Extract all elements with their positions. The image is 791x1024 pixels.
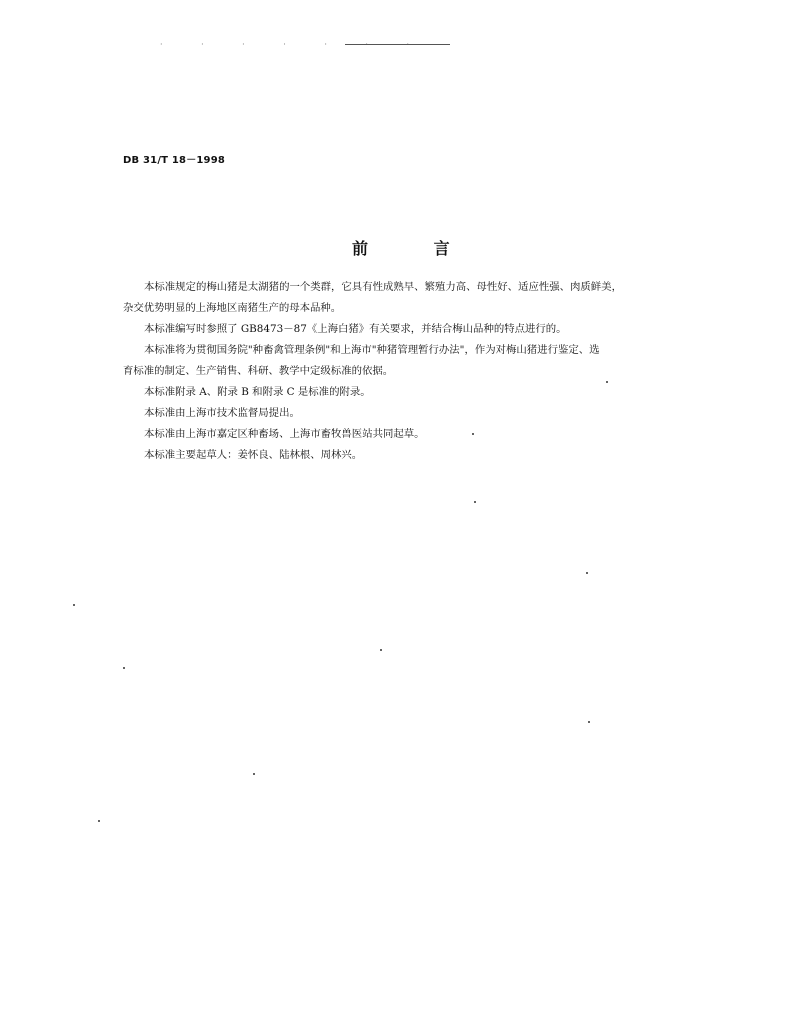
scan-speck	[472, 433, 474, 435]
scan-speck	[98, 820, 100, 822]
text-line: 本标准规定的梅山猪是太湖猪的一个类群，它具有性成熟早、繁殖力高、母性好、适应性强、肉质鲜美，	[144, 281, 622, 293]
foreword-body	[123, 277, 679, 466]
text-line: 本标准编写时参照了 GB8473－87《上海白猪》有关要求，并结合梅山品种的特点进行的。	[144, 323, 567, 335]
paragraph	[123, 403, 679, 424]
scan-speck	[73, 604, 75, 606]
scan-speck	[123, 667, 125, 669]
page-title: 前 言	[352, 239, 480, 258]
scan-speck	[380, 649, 382, 651]
paragraph	[123, 319, 679, 340]
header-rule	[345, 44, 450, 45]
text-line: 本标准由上海市技术监督局提出。	[144, 407, 300, 419]
scan-speck	[606, 381, 608, 383]
scan-speck	[588, 721, 590, 723]
text-line: 本标准将为贯彻国务院"种畜禽管理条例"和上海市"种猪管理暂行办法"，作为对梅山猪进行鉴定、选	[144, 344, 600, 356]
paragraph	[123, 445, 679, 466]
scan-speck	[474, 501, 476, 503]
paragraph	[123, 277, 679, 319]
text-line: 本标准附录 A、附录 B 和附录 C 是标准的附录。	[144, 386, 371, 398]
paragraph	[123, 382, 679, 403]
scan-speck	[586, 572, 588, 574]
scan-top-specks: · · · · · · ·	[160, 40, 428, 49]
text-line: 本标准主要起草人：姜怀良、陆林根、周林兴。	[144, 449, 363, 461]
text-line: 育标准的制定、生产销售、科研、教学中定级标准的依据。	[123, 365, 394, 377]
standard-number: DB 31/T 18－1998	[123, 155, 226, 166]
text-line: 本标准由上海市嘉定区种畜场、上海市畜牧兽医站共同起草。	[144, 428, 425, 440]
paragraph	[123, 340, 679, 382]
paragraph	[123, 424, 679, 445]
text-line: 杂交优势明显的上海地区南猪生产的母本品种。	[123, 302, 342, 314]
scan-speck	[253, 773, 255, 775]
